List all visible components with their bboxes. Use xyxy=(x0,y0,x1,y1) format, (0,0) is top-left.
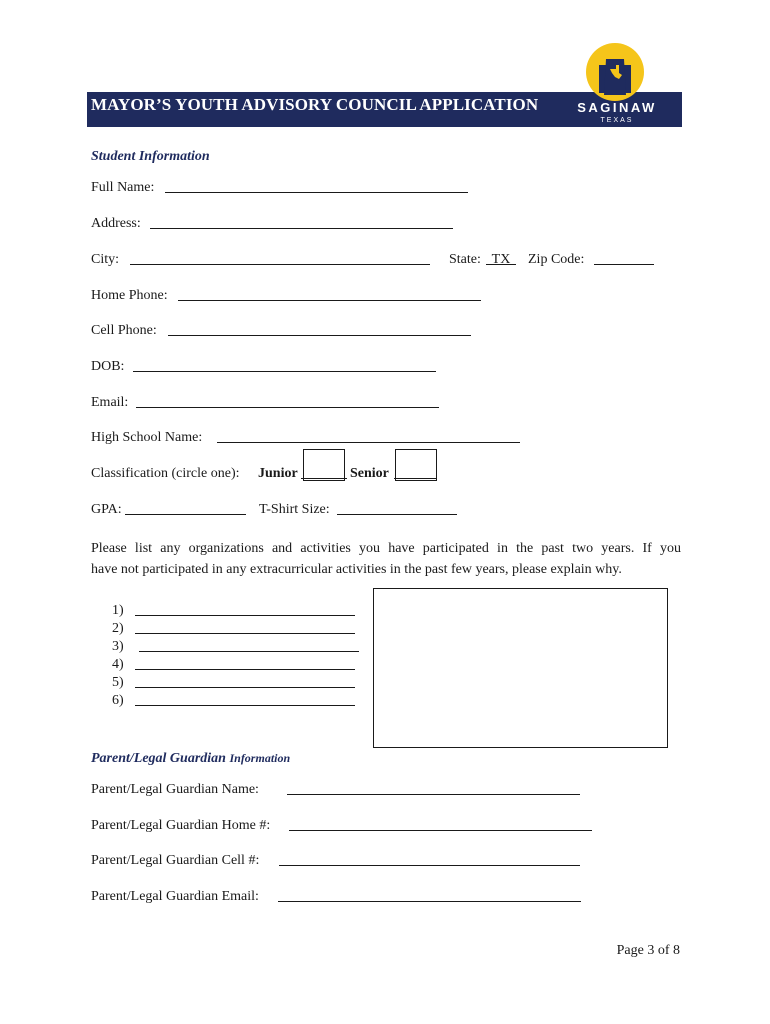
parent-email-label: Parent/Legal Guardian Email: xyxy=(91,889,259,904)
zip-field[interactable] xyxy=(594,264,654,265)
senior-label: Senior xyxy=(350,466,389,481)
junior-option[interactable] xyxy=(258,465,298,482)
activity-field-1[interactable] xyxy=(135,615,355,616)
activities-explanation-box[interactable] xyxy=(373,588,668,748)
state-label: State: xyxy=(449,252,481,267)
high-school-label: High School Name: xyxy=(91,430,203,445)
gpa-label: GPA: xyxy=(91,502,122,517)
activity-field-3[interactable] xyxy=(139,651,359,652)
zip-label: Zip Code: xyxy=(528,252,585,267)
city-label: City: xyxy=(91,252,120,267)
classification-label: Classification (circle one): xyxy=(91,466,240,481)
high-school-field[interactable] xyxy=(217,442,520,443)
dob-field[interactable] xyxy=(133,371,436,372)
page-number: Page 3 of 8 xyxy=(616,943,680,958)
full-name-label: Full Name: xyxy=(91,180,155,195)
parent-heading-main: Parent/Legal Guardian xyxy=(91,751,226,766)
cell-phone-label: Cell Phone: xyxy=(91,323,157,338)
state-value: TX xyxy=(491,252,511,267)
home-phone-field[interactable] xyxy=(178,300,481,301)
email-label: Email: xyxy=(91,395,129,410)
tshirt-field[interactable] xyxy=(337,514,457,515)
activity-number-2: 2) xyxy=(112,621,124,636)
home-phone-label: Home Phone: xyxy=(91,288,168,303)
saginaw-logo-icon xyxy=(586,43,644,101)
parent-heading-tail: Information xyxy=(229,751,291,765)
parent-name-field[interactable] xyxy=(287,794,580,795)
senior-checkbox[interactable] xyxy=(395,449,437,481)
activities-instructions-line1: Please list any organizations and activities you have participated in the past two years. If you xyxy=(91,541,681,556)
gpa-field[interactable] xyxy=(125,514,246,515)
activity-number-1: 1) xyxy=(112,603,124,618)
cell-phone-field[interactable] xyxy=(168,335,471,336)
activity-field-6[interactable] xyxy=(135,705,355,706)
address-label: Address: xyxy=(91,216,141,231)
activities-instructions-line2: have not participated in any extracurricular activities in the past few years, please explain why. xyxy=(91,562,622,577)
activity-number-6: 6) xyxy=(112,693,124,708)
tshirt-label: T-Shirt Size: xyxy=(259,502,330,517)
logo-wordmark: SAGINAW xyxy=(577,100,657,115)
parent-email-field[interactable] xyxy=(278,901,581,902)
activity-field-4[interactable] xyxy=(135,669,355,670)
activity-number-3: 3) xyxy=(112,639,124,654)
parent-cell-label: Parent/Legal Guardian Cell #: xyxy=(91,853,260,868)
activity-number-5: 5) xyxy=(112,675,124,690)
activity-field-2[interactable] xyxy=(135,633,355,634)
full-name-field[interactable] xyxy=(165,192,468,193)
parent-home-field[interactable] xyxy=(289,830,592,831)
junior-label: Junior xyxy=(258,466,298,481)
parent-cell-field[interactable] xyxy=(279,865,580,866)
student-info-heading: Student Information xyxy=(91,149,210,164)
email-field[interactable] xyxy=(136,407,439,408)
state-field[interactable] xyxy=(486,264,516,265)
dob-label: DOB: xyxy=(91,359,125,374)
activity-number-4: 4) xyxy=(112,657,124,672)
junior-checkbox[interactable] xyxy=(303,449,345,481)
logo-subtext: TEXAS xyxy=(600,117,634,124)
parent-info-heading xyxy=(91,750,290,767)
address-field[interactable] xyxy=(150,228,453,229)
parent-home-label: Parent/Legal Guardian Home #: xyxy=(91,818,271,833)
parent-name-label: Parent/Legal Guardian Name: xyxy=(91,782,259,797)
senior-option[interactable] xyxy=(350,465,389,482)
city-field[interactable] xyxy=(130,264,430,265)
activity-field-5[interactable] xyxy=(135,687,355,688)
page-title: MAYOR’S YOUTH ADVISORY COUNCIL APPLICATION xyxy=(91,95,539,114)
